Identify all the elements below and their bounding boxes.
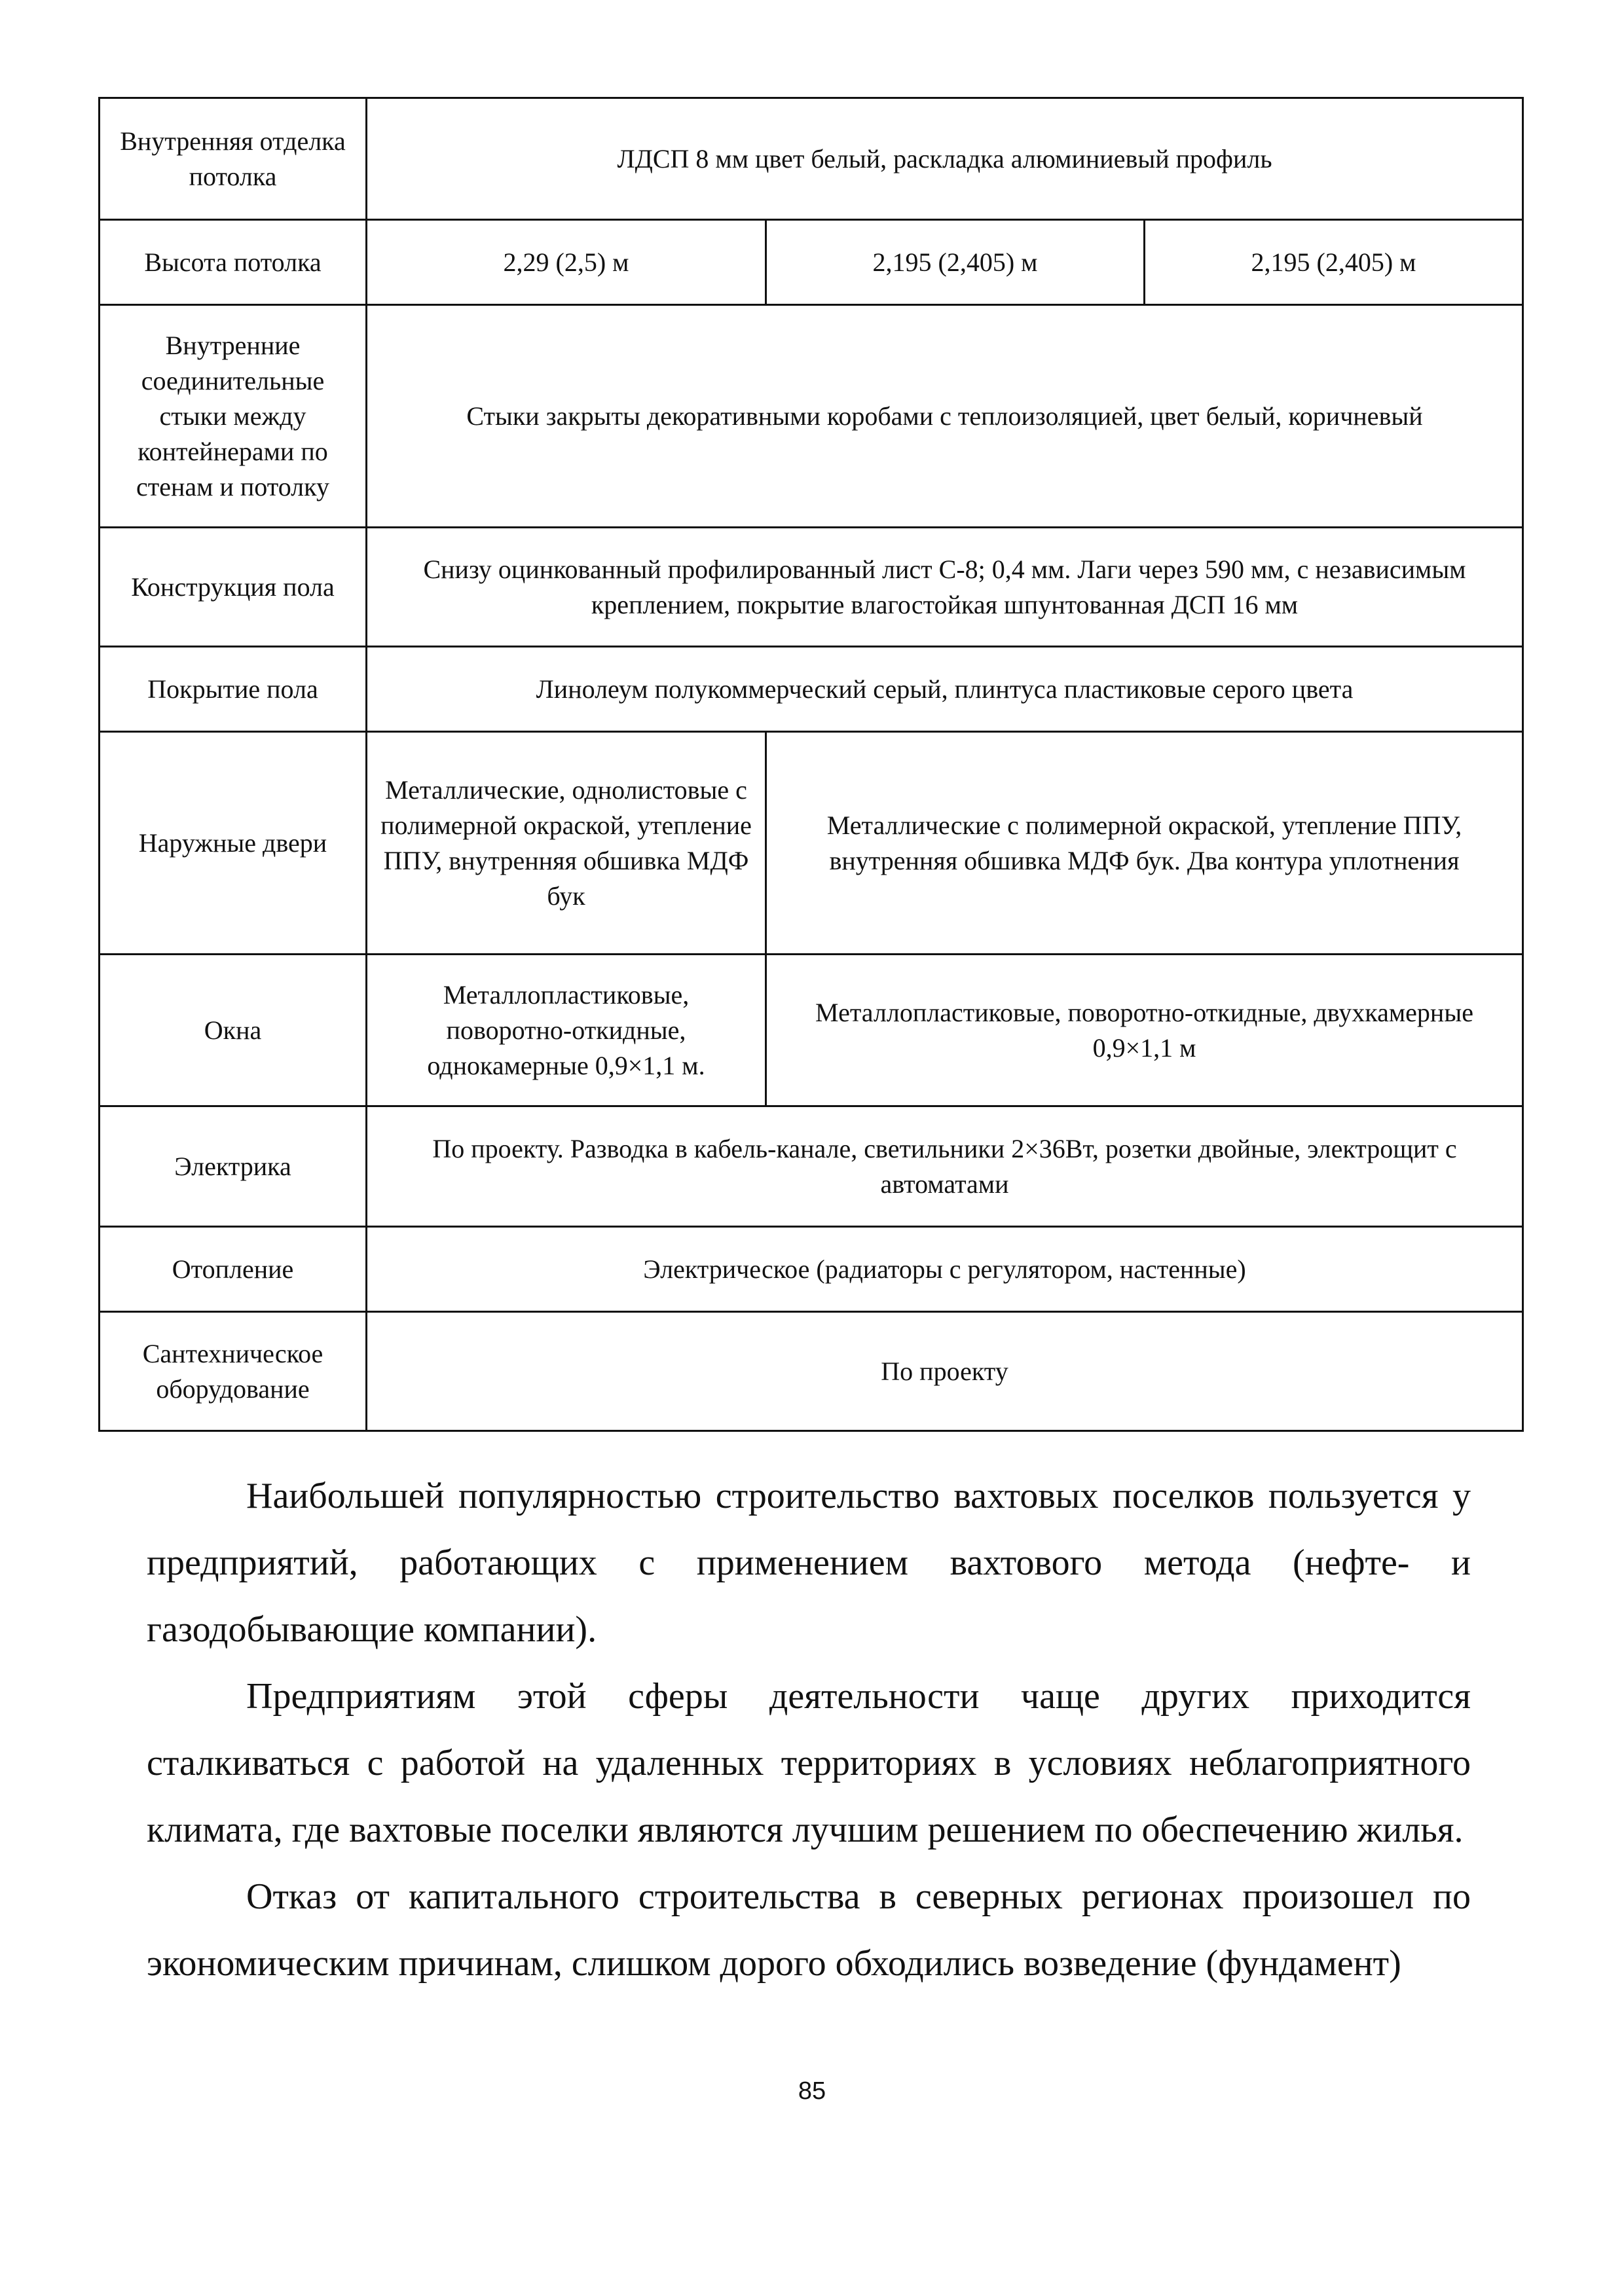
row-label-floor-construction: Конструкция пола: [100, 528, 367, 647]
windows-value-single: Металлопластиковые, поворотно-откидные, однокамерные 0,9×1,1 м.: [367, 955, 766, 1106]
paragraph: Отказ от капитального строительства в северных регионах произошел по экономическим причинам, слишком дорого обходились возведение (фундамент): [147, 1876, 1471, 1984]
page-number: 85: [798, 2077, 826, 2105]
row-label-joints: Внутренние соединительные стыки между контейнерами по стенам и потолку: [100, 305, 367, 528]
ceiling-height-value-3: 2,195 (2,405) м: [1145, 220, 1523, 305]
row-label-ceiling-finish: Внутренняя отделка потолка: [100, 98, 367, 220]
body-text: [147, 1463, 1471, 1997]
table-row: [100, 220, 1523, 305]
paragraph: Предприятиям этой сферы деятельности чаще других приходится сталкиваться с работой на удаленных территориях в условиях неблагоприятного климата, где вахтовые поселки являются лучшим решением по обеспечению жилья.: [147, 1676, 1471, 1850]
table-row: [100, 1227, 1523, 1312]
plumbing-value: По проекту: [367, 1312, 1523, 1431]
row-label-heating: Отопление: [100, 1227, 367, 1312]
doors-value-other: Металлические с полимерной окраской, утепление ППУ, внутренняя обшивка МДФ бук. Два контура уплотнения: [766, 732, 1523, 955]
paragraph: Наибольшей популярностью строительство вахтовых поселков пользуется у предприятий, работающих с применением вахтового метода (нефте- и газодобывающие компании).: [147, 1476, 1471, 1650]
floor-construction-value: Снизу оцинкованный профилированный лист С-8; 0,4 мм. Лаги через 590 мм, с независимым креплением, покрытие влагостойкая шпунтованная ДСП 16 мм: [367, 528, 1523, 647]
row-label-electrics: Электрика: [100, 1106, 367, 1227]
specification-table: [98, 97, 1524, 1432]
row-label-ceiling-height: Высота потолка: [100, 220, 367, 305]
floor-covering-value: Линолеум полукоммерческий серый, плинтуса пластиковые серого цвета: [367, 647, 1523, 732]
doors-value-single: Металлические, однолистовые с полимерной окраской, утепление ППУ, внутренняя обшивка МДФ бук: [367, 732, 766, 955]
table-row: [100, 1312, 1523, 1431]
row-label-doors: Наружные двери: [100, 732, 367, 955]
table-row: [100, 1106, 1523, 1227]
row-label-plumbing: Сантехническое оборудование: [100, 1312, 367, 1431]
row-label-windows: Окна: [100, 955, 367, 1106]
table-row: [100, 528, 1523, 647]
windows-value-other: Металлопластиковые, поворотно-откидные, двухкамерные 0,9×1,1 м: [766, 955, 1523, 1106]
table-row: [100, 647, 1523, 732]
table-row: [100, 98, 1523, 220]
ceiling-height-value-2: 2,195 (2,405) м: [766, 220, 1145, 305]
ceiling-height-value-1: 2,29 (2,5) м: [367, 220, 766, 305]
table-row: [100, 732, 1523, 955]
joints-value: Стыки закрыты декоративными коробами с теплоизоляцией, цвет белый, коричневый: [367, 305, 1523, 528]
row-label-floor-covering: Покрытие пола: [100, 647, 367, 732]
ceiling-finish-value: ЛДСП 8 мм цвет белый, раскладка алюминиевый профиль: [367, 98, 1523, 220]
table-row: [100, 305, 1523, 528]
table-row: [100, 955, 1523, 1106]
heating-value: Электрическое (радиаторы с регулятором, настенные): [367, 1227, 1523, 1312]
electrics-value: По проекту. Разводка в кабель-канале, светильники 2×36Вт, розетки двойные, электрощит с автоматами: [367, 1106, 1523, 1227]
